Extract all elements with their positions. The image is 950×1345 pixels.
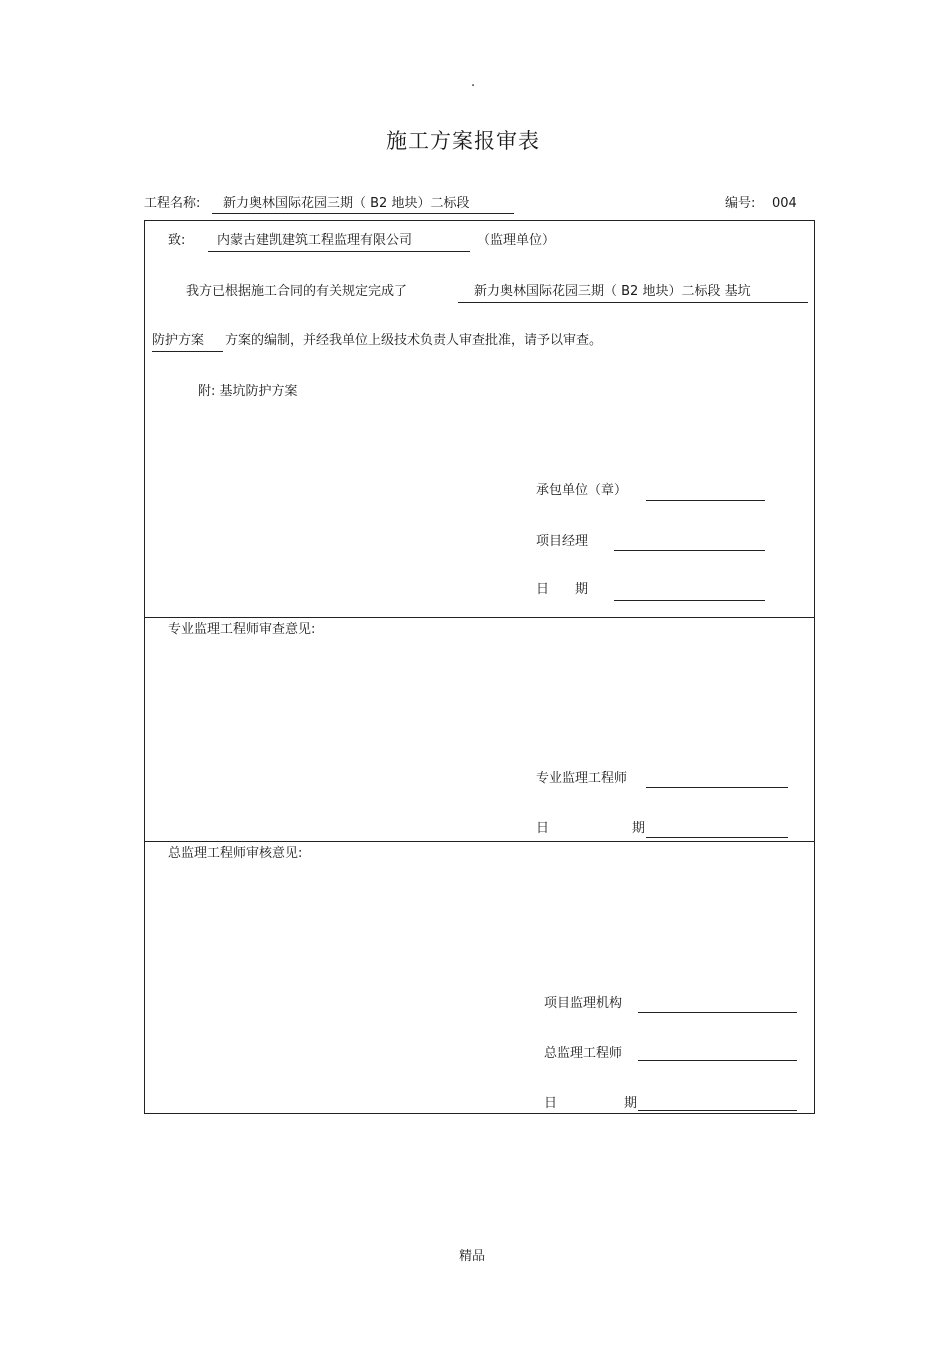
project-manager-signature-line bbox=[614, 550, 765, 551]
date-label-3b: 期 bbox=[624, 1096, 638, 1111]
project-name-label: 工程名称: bbox=[144, 196, 201, 211]
date-label-2b: 期 bbox=[632, 821, 646, 836]
footer-text: 精品 bbox=[459, 1249, 486, 1264]
date-label-3a: 日 bbox=[544, 1096, 558, 1111]
specialist-review-heading: 专业监理工程师审查意见: bbox=[168, 622, 316, 637]
plan-name: 防护方案 bbox=[152, 333, 205, 348]
plan-project-name: 新力奥林国际花园三期（ B2 地块）二标段 基坑 bbox=[474, 284, 751, 299]
date-label-1: 日 期 bbox=[536, 582, 589, 597]
specialist-engineer-signature-line bbox=[646, 787, 788, 788]
number-value: 004 bbox=[772, 196, 797, 211]
form-table bbox=[144, 220, 815, 1114]
supervision-unit-suffix: （监理单位） bbox=[477, 233, 556, 248]
plan-name-underline bbox=[152, 351, 223, 352]
page-title: 施工方案报审表 bbox=[386, 129, 540, 153]
date-line-2 bbox=[646, 837, 788, 838]
date-line-1 bbox=[614, 600, 765, 601]
to-label: 致: bbox=[168, 233, 186, 248]
project-name-value: 新力奥林国际花园三期（ B2 地块）二标段 bbox=[223, 196, 470, 211]
section-divider-1 bbox=[144, 617, 815, 618]
project-name-underline bbox=[212, 213, 514, 214]
chief-engineer-label: 总监理工程师 bbox=[544, 1046, 623, 1061]
top-mark: . bbox=[471, 75, 476, 90]
project-manager-label: 项目经理 bbox=[536, 534, 589, 549]
contractor-signature-line bbox=[646, 500, 765, 501]
plan-project-underline bbox=[458, 302, 808, 303]
number-label: 编号: bbox=[725, 196, 756, 211]
chief-review-heading: 总监理工程师审核意见: bbox=[168, 846, 303, 861]
supervision-company-underline bbox=[208, 251, 470, 252]
completion-statement: 我方已根据施工合同的有关规定完成了 bbox=[186, 284, 408, 299]
section-divider-2 bbox=[144, 841, 815, 842]
supervision-org-label: 项目监理机构 bbox=[544, 996, 623, 1011]
date-line-3 bbox=[638, 1110, 797, 1111]
attachment-note: 附: 基坑防护方案 bbox=[198, 384, 298, 399]
plan-approval-statement: 方案的编制，并经我单位上级技术负责人审查批准，请予以审查。 bbox=[225, 333, 603, 348]
specialist-engineer-label: 专业监理工程师 bbox=[536, 771, 628, 786]
contractor-label: 承包单位（章） bbox=[536, 483, 628, 498]
supervision-org-signature-line bbox=[638, 1012, 797, 1013]
chief-engineer-signature-line bbox=[638, 1060, 797, 1061]
supervision-company: 内蒙古建凯建筑工程监理有限公司 bbox=[217, 233, 413, 248]
date-label-2a: 日 bbox=[536, 821, 550, 836]
